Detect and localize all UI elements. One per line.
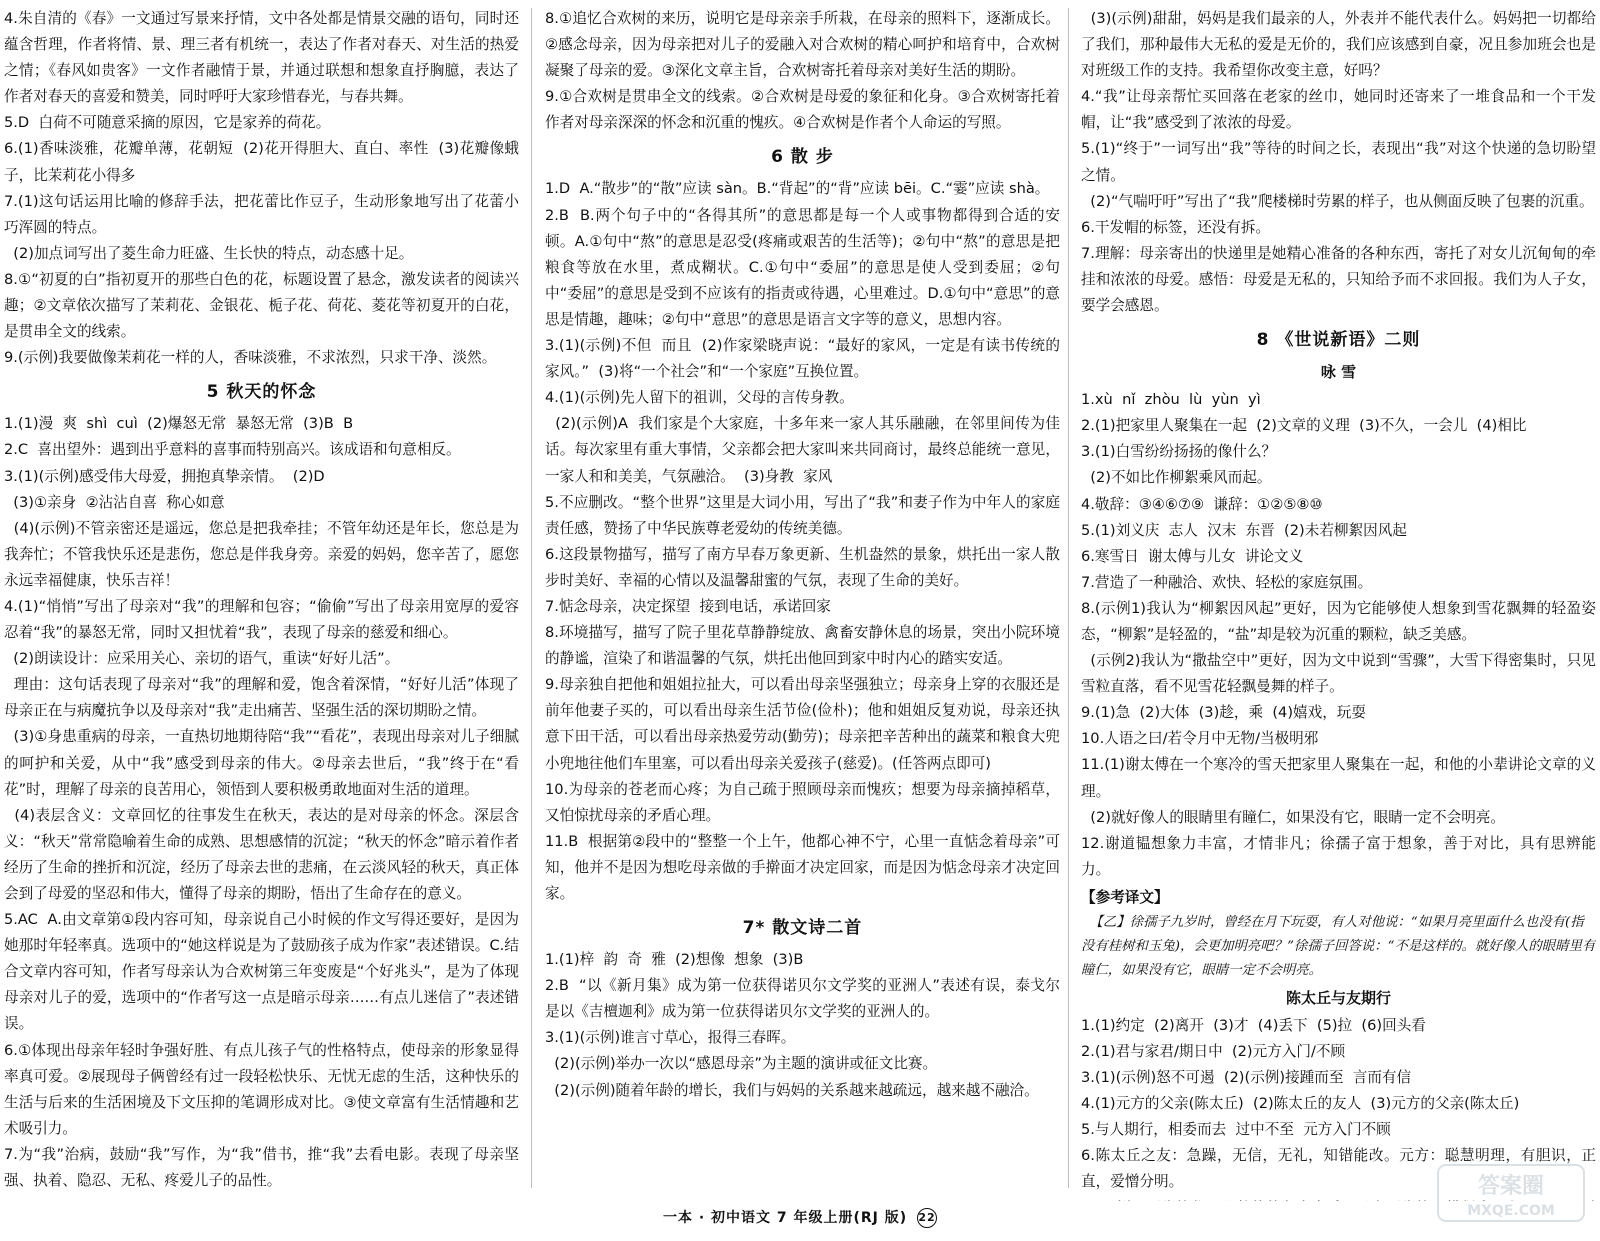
answers-lesson-6 <box>545 176 1060 907</box>
answer-line: (示例2)我认为“撒盐空中”更好，因为文中说到“雪骤”，大雪下得密集时，只见雪粒直落，看不见雪花轻飘曼舞的样子。 <box>1081 652 1596 696</box>
answer-line: 1.D A.“散步”的“散”应读 sàn。B.“背起”的“背”应读 bēi。C.“霎”应读 shà。 <box>545 180 1050 198</box>
answer-line: 10.人语之曰/若令月中无物/当极明邪 <box>1081 730 1319 748</box>
answer-line: (2)就好像人的眼睛里有瞳仁，如果没有它，眼睛一定不会明亮。 <box>1081 808 1505 826</box>
answer-line: 6.干发帽的标签，还没有拆。 <box>1081 218 1271 236</box>
answer-line: 12.谢道韫想象力丰富，才情非凡；徐孺子富于想象，善于对比，具有思辨能力。 <box>1081 834 1596 878</box>
column-divider <box>1068 8 1069 1188</box>
heading-lesson-5: 5 秋天的怀念 <box>206 382 317 403</box>
answer-line: 9.母亲独自把他和姐姐拉扯大，可以看出母亲坚强独立；母亲身上穿的衣服还是前年他妻子买的，可以看出母亲生活节俭(俭朴)；他和姐姐反复劝说，母亲还执意下田干活，可以看出母亲热爱劳动(勤劳)；母亲把辛苦种出的蔬菜和粮食大兜小兜地往他们车里塞，可以看出母亲关爱孩子(慈爱)。(任答两点即可) <box>545 676 1060 772</box>
answer-line: 6.这段景物描写，描写了南方早春万象更新、生机盎然的景象，烘托出一家人散步时美好、幸福的心情以及温馨甜蜜的气氛，表现了生命的美好。 <box>545 545 1060 589</box>
answer-line: (2)朗读设计：应采用关心、亲切的语气，重读“好好儿活”。 <box>4 650 400 668</box>
answer-line: (2)不如比作柳絮乘风而起。 <box>1081 469 1272 487</box>
subheading-yong-xue: 咏 雪 <box>1320 363 1357 382</box>
answers-lesson-7-tail <box>1081 6 1596 319</box>
page-number: 22 <box>917 1208 937 1228</box>
answer-line: (3)①亲身 ②沾沾自喜 称心如意 <box>4 493 225 511</box>
answer-line: 9.(1)急 (2)大体 (3)趁，乘 (4)嬉戏，玩耍 <box>1081 704 1366 722</box>
answer-line: 4.(1)元方的父亲(陈太丘) (2)陈太丘的友人 (3)元方的父亲(陈太丘) <box>1081 1095 1520 1113</box>
watermark-text-en: MXQE.COM <box>1467 1203 1555 1219</box>
column-left <box>4 6 519 1201</box>
answer-line: 9.①合欢树是贯串全文的线索。②合欢树是母爱的象征和化身。③合欢树寄托着作者对母亲深深的怀念和沉重的愧疚。④合欢树是作者个人命运的写照。 <box>545 88 1060 132</box>
answer-line: 2.(1)把家里人聚集在一起 (2)文章的义理 (3)不久，一会儿 (4)相比 <box>1081 417 1527 435</box>
answer-line: 2.B “以《新月集》成为第一位获得诺贝尔文学奖的亚洲人”表述有误，泰戈尔是以《吉檀迦利》成为第一位获得诺贝尔文学奖的亚洲人的。 <box>545 977 1060 1021</box>
heading-lesson-6: 6 散 步 <box>771 147 834 168</box>
answers-lesson-7 <box>545 947 1060 1104</box>
watermark-text-cn: 答案圈 <box>1477 1174 1545 1199</box>
answers-lesson-5-tail <box>545 6 1060 136</box>
answers-section-4-tail <box>4 6 519 371</box>
answer-line: 8.①追忆合欢树的来历，说明它是母亲亲手所栽，在母亲的照料下，逐渐成长。②感念母亲，因为母亲把对儿子的爱融入对合欢树的精心呵护和培育中，合欢树凝聚了母亲的爱。③深化文章主旨，合欢树寄托着母亲对美好生活的期盼。 <box>545 10 1060 80</box>
answer-line: 4.朱自清的《春》一文通过写景来抒情，文中各处都是情景交融的语句，同时还蕴含哲理，作者将情、景、理三者有机统一，表达了作者对春天、对生活的热爱之情；《春风如贵客》一文作者融情于景，并通过联想和想象直抒胸臆，表达了作者对春天的喜爱和赞美，同时呼吁大家珍惜春光，与春共舞。 <box>4 10 519 106</box>
subheading-chen-taiqiu: 陈太丘与友期行 <box>1285 988 1391 1007</box>
answer-line: (3)①身患重病的母亲，一直热切地期待陪“我”“看花”，表现出母亲对儿子细腻的呵护和关爱，从中“我”感受到母亲的伟大。②母亲去世后，“我”终于在“看花”时，理解了母亲的良苦用心，领悟到人要积极勇敢地面对生活的道理。 <box>4 728 519 798</box>
answer-line: 4.敬辞：③④⑥⑦⑨ 谦辞：①②⑤⑧⑩ <box>1081 495 1323 513</box>
answer-line: 1.(1)漫 爽 shì cuì (2)爆怒无常 暴怒无常 (3)B B <box>4 415 354 433</box>
reference-translation: 【乙】徐孺子九岁时，曾经在月下玩耍，有人对他说：“如果月亮里面什么也没有(指没有桂树和玉兔)，会更加明亮吧？”徐孺子回答说：“不是这样的。就好像人的眼睛里有瞳仁，如果没有它，眼睛一定不会明亮。 <box>1081 914 1596 978</box>
answer-line: 8.①“初夏的白”指初夏开的那些白色的花，标题设置了悬念，激发读者的阅读兴趣；②文章依次描写了茉莉花、金银花、栀子花、荷花、菱花等初夏开的白花，是贯串全文的线索。 <box>4 270 519 341</box>
answer-line: (2)(示例)举办一次以“感恩母亲”为主题的演讲或征文比赛。 <box>545 1055 938 1073</box>
answer-line: 6.①体现出母亲年轻时争强好胜、有点儿孩子气的性格特点，使母亲的形象显得率真可爱。②展现母子俩曾经有过一段轻松快乐、无忧无虑的生活，这种快乐的生活与后来的生活困境及下文压抑的笔调形成对比。③使文章富有生活情趣和艺术吸引力。 <box>4 1041 519 1137</box>
answer-line: 1.(1)梓 韵 奇 雅 (2)想像 想象 (3)B <box>545 951 804 969</box>
answer-line: 理由：这句话表现了母亲对“我”的理解和爱，饱含着深情，“好好儿活”体现了母亲正在与病魔抗争以及母亲对“我”走出痛苦、坚强生活的深切期盼之情。 <box>4 676 519 720</box>
answer-line: 1.(1)约定 (2)离开 (3)才 (4)丢下 (5)拉 (6)回头看 <box>1081 1016 1426 1034</box>
answer-line: 7.惦念母亲，决定探望 接到电话，承诺回家 <box>545 597 831 615</box>
column-right <box>1081 6 1596 1201</box>
answer-line: 1.xù nǐ zhòu lù yùn yì <box>1081 391 1261 409</box>
page-footer <box>0 1207 1600 1229</box>
answer-line: (4)表层含义：文章回忆的往事发生在秋天，表达的是对母亲的怀念。深层含义：“秋天”常常隐喻着生命的成熟、思想感情的沉淀；“秋天的怀念”暗示着作者经历了生命的挫折和沉淀，经历了母亲去世的悲痛，在云淡风轻的秋天，真正体会到了母爱的坚忍和伟大，懂得了母亲的期盼，悟出了生命存在的意义。 <box>4 806 519 902</box>
answer-line: 11.B 根据第②段中的“整整一个上午，他都心神不宁，心里一直惦念着母亲”可知，他并不是因为想吃母亲做的手擀面才决定回家，而是因为惦念母亲才决定回家。 <box>545 832 1060 902</box>
answer-line: (4)(示例)不管亲密还是遥远，您总是把我牵挂；不管年幼还是年长，您总是为我奔忙；不管我快乐还是悲伤，您总是伴我身旁。亲爱的妈妈，您辛苦了，愿您永远幸福健康，快乐吉祥！ <box>4 519 519 589</box>
footer-text: 一本 · 初中语文 7 年级上册(RJ 版) <box>662 1210 908 1226</box>
reference-translation-label: 【参考译文】 <box>1081 888 1169 906</box>
answer-line: 6.陈太丘之友：急躁，无信，无礼，知错能改。元方：聪慧明理，有胆识，正直，爱憎分明。 <box>1081 1147 1596 1191</box>
answer-line: 5.D 白荷不可随意采摘的原因，它是家养的荷花。 <box>4 114 331 132</box>
answer-line: 5.AC A.由文章第①段内容可知，母亲说自己小时候的作文写得还要好，是因为她那时年轻率真。选项中的“她这样说是为了鼓励孩子成为作家”表述错误。C.结合文章内容可知，作者写母亲认为合欢树第三年变废是“个好兆头”，是为了体现母亲对儿子的爱，选项中的“作者写这一点是暗示母亲……有点儿迷信了”表述错误。 <box>4 911 519 1033</box>
answer-line: 7.理解：母亲寄出的快递里是她精心准备的各种东西，寄托了对女儿沉甸甸的牵挂和浓浓的母爱。感悟：母爱是无私的，只知给予而不求回报。我们为人子女，要学会感恩。 <box>1081 244 1596 315</box>
answer-line: (2)加点词写出了菱生命力旺盛、生长快的特点，动态感十足。 <box>4 244 414 262</box>
answer-line: 5.(1)“终于”一词写出“我”等待的时间之长，表现出“我”对这个快递的急切盼望之情。 <box>1081 140 1596 184</box>
answer-line: 7.营造了一种融洽、欢快、轻松的家庭氛围。 <box>1081 573 1373 591</box>
answer-line: 2.(1)君与家君/期日中 (2)元方入门/不顾 <box>1081 1043 1346 1060</box>
answer-line: 3.(1)(示例)谁言寸草心，报得三春晖。 <box>545 1029 796 1047</box>
answer-line: 4.(1)(示例)先人留下的祖训，父母的言传身教。 <box>545 389 854 407</box>
answer-line: 8.环境描写，描写了院子里花草静静绽放、禽畜安静休息的场景，突出小院环境的静谧，渲染了和谐温馨的气氛，烘托出他回到家中时内心的踏实安适。 <box>545 624 1060 668</box>
column-divider <box>531 8 532 1188</box>
answer-line: (2)(示例)随着年龄的增长，我们与妈妈的关系越来越疏远，越来越不融洽。 <box>545 1081 1039 1099</box>
answer-line: 2.B B.两个句子中的“各得其所”的意思都是每一个人或事物都得到合适的安顿。A.①句中“熬”的意思是忍受(疼痛或艰苦的生活等)；②句中“熬”的意思是把粮食等放在水里，煮成糊状。C.①句中“委屈”的意思是使人受到委屈；②句中“委屈”的意思是受到不应该有的指责或待遇，心里难过。D.①句中“意思”的意思是情趣，趣味；②句中“意思”的意思是语言文字等的意义，思想内容。 <box>545 206 1060 328</box>
answer-line: 9.(示例)我要做像茉莉花一样的人，香味淡雅，不求浓烈，只求干净、淡然。 <box>4 349 497 367</box>
answer-line: 7.为“我”治病，鼓励“我”写作，为“我”借书，推“我”去看电影。表现了母亲坚强、执着、隐忍、无私、疼爱儿子的品性。 <box>4 1145 519 1190</box>
answer-line: 3.(1)(示例)感受伟大母爱，拥抱真挚亲情。 (2)D <box>4 467 325 485</box>
answer-line: (3)(示例)甜甜，妈妈是我们最亲的人，外表并不能代表什么。妈妈把一切都给了我们，那种最伟大无私的爱是无价的，我们应该感到自豪，况且参加班会也是对班级工作的支持。我希望你改变主意，好吗？ <box>1081 10 1596 80</box>
answers-lesson-5 <box>4 411 519 1194</box>
answer-line: 4.“我”让母亲帮忙买回落在老家的丝巾，她同时还寄来了一堆食品和一个干发帽，让“我”感受到了浓浓的母爱。 <box>1081 88 1596 132</box>
column-middle <box>545 6 1060 1201</box>
answer-line: (2)“气喘吁吁”写出了“我”爬楼梯时劳累的样子，也从侧面反映了包裹的沉重。 <box>1081 192 1594 210</box>
answer-line: 3.(1)(示例)不但 而且 (2)作家梁晓声说：“最好的家风，一定是有读书传统的家风。” (3)将“一个社会”和“一个家庭”互换位置。 <box>545 337 1060 381</box>
answer-line: 6.(1)香味淡雅，花瓣单薄，花朝短 (2)花开得胆大、直白、率性 (3)花瓣像蛾子，比茉莉花小得多 <box>4 140 519 184</box>
answer-line: 5.与人期行，相委而去 过中不至 元方入门不顾 <box>1081 1121 1391 1139</box>
answer-line: 11.(1)谢太傅在一个寒冷的雪天把家里人聚集在一起，和他的小辈讲论文章的义理。 <box>1081 756 1596 800</box>
answer-line: 3.(1)(示例)怒不可遏 (2)(示例)接踵而至 言而有信 <box>1081 1069 1412 1087</box>
answer-line: 7.(1)这句话运用比喻的修辞手法，把花蕾比作豆子，生动形象地写出了花蕾小巧浑圆的特点。 <box>4 192 519 236</box>
answers-yong-xue <box>1081 387 1596 883</box>
heading-lesson-7: 7* 散文诗二首 <box>742 918 863 939</box>
answer-line: 10.为母亲的苍老而心疼；为自己疏于照顾母亲而愧疚；想要为母亲摘掉稻草，又怕惊扰母亲的矛盾心理。 <box>545 780 1060 824</box>
answer-line: 8.(示例1)我认为“柳絮因风起”更好，因为它能够使人想象到雪花飘舞的轻盈姿态，“柳絮”是轻盈的，“盐”却是较为沉重的颗粒，缺乏美感。 <box>1081 599 1596 643</box>
answer-line: 6.寒雪日 谢太傅与儿女 讲论文义 <box>1081 547 1304 565</box>
answer-line: 4.(1)“悄悄”写出了母亲对“我”的理解和包容；“偷偷”写出了母亲用宽厚的爱容忍着“我”的暴怒无常，同时又担忧着“我”，表现了母亲的慈爱和细心。 <box>4 597 519 642</box>
answer-line: 5.不应删改。“整个世界”这里是大词小用，写出了“我”和妻子作为中年人的家庭责任感，赞扬了中华民族尊老爱幼的传统美德。 <box>545 493 1060 537</box>
answer-line: 2.C 喜出望外：遇到出乎意料的喜事而特别高兴。该成语和句意相反。 <box>4 441 461 459</box>
answer-line: (2)(示例)A 我们家是个大家庭，十多年来一家人其乐融融，在邻里间传为佳话。每次家里有重大事情，父亲都会把大家叫来共同商讨，最终总能统一意见，一家人和和美美，气氛融洽。 (3)身教 家风 <box>545 415 1060 485</box>
answer-line: 5.(1)刘义庆 志人 汉末 东晋 (2)未若柳絮因风起 <box>1081 521 1407 539</box>
watermark-logo <box>1436 1163 1586 1223</box>
heading-lesson-8: 8 《世说新语》二则 <box>1256 330 1421 351</box>
answer-line: 3.(1)白雪纷纷扬扬的像什么？ <box>1081 443 1277 461</box>
